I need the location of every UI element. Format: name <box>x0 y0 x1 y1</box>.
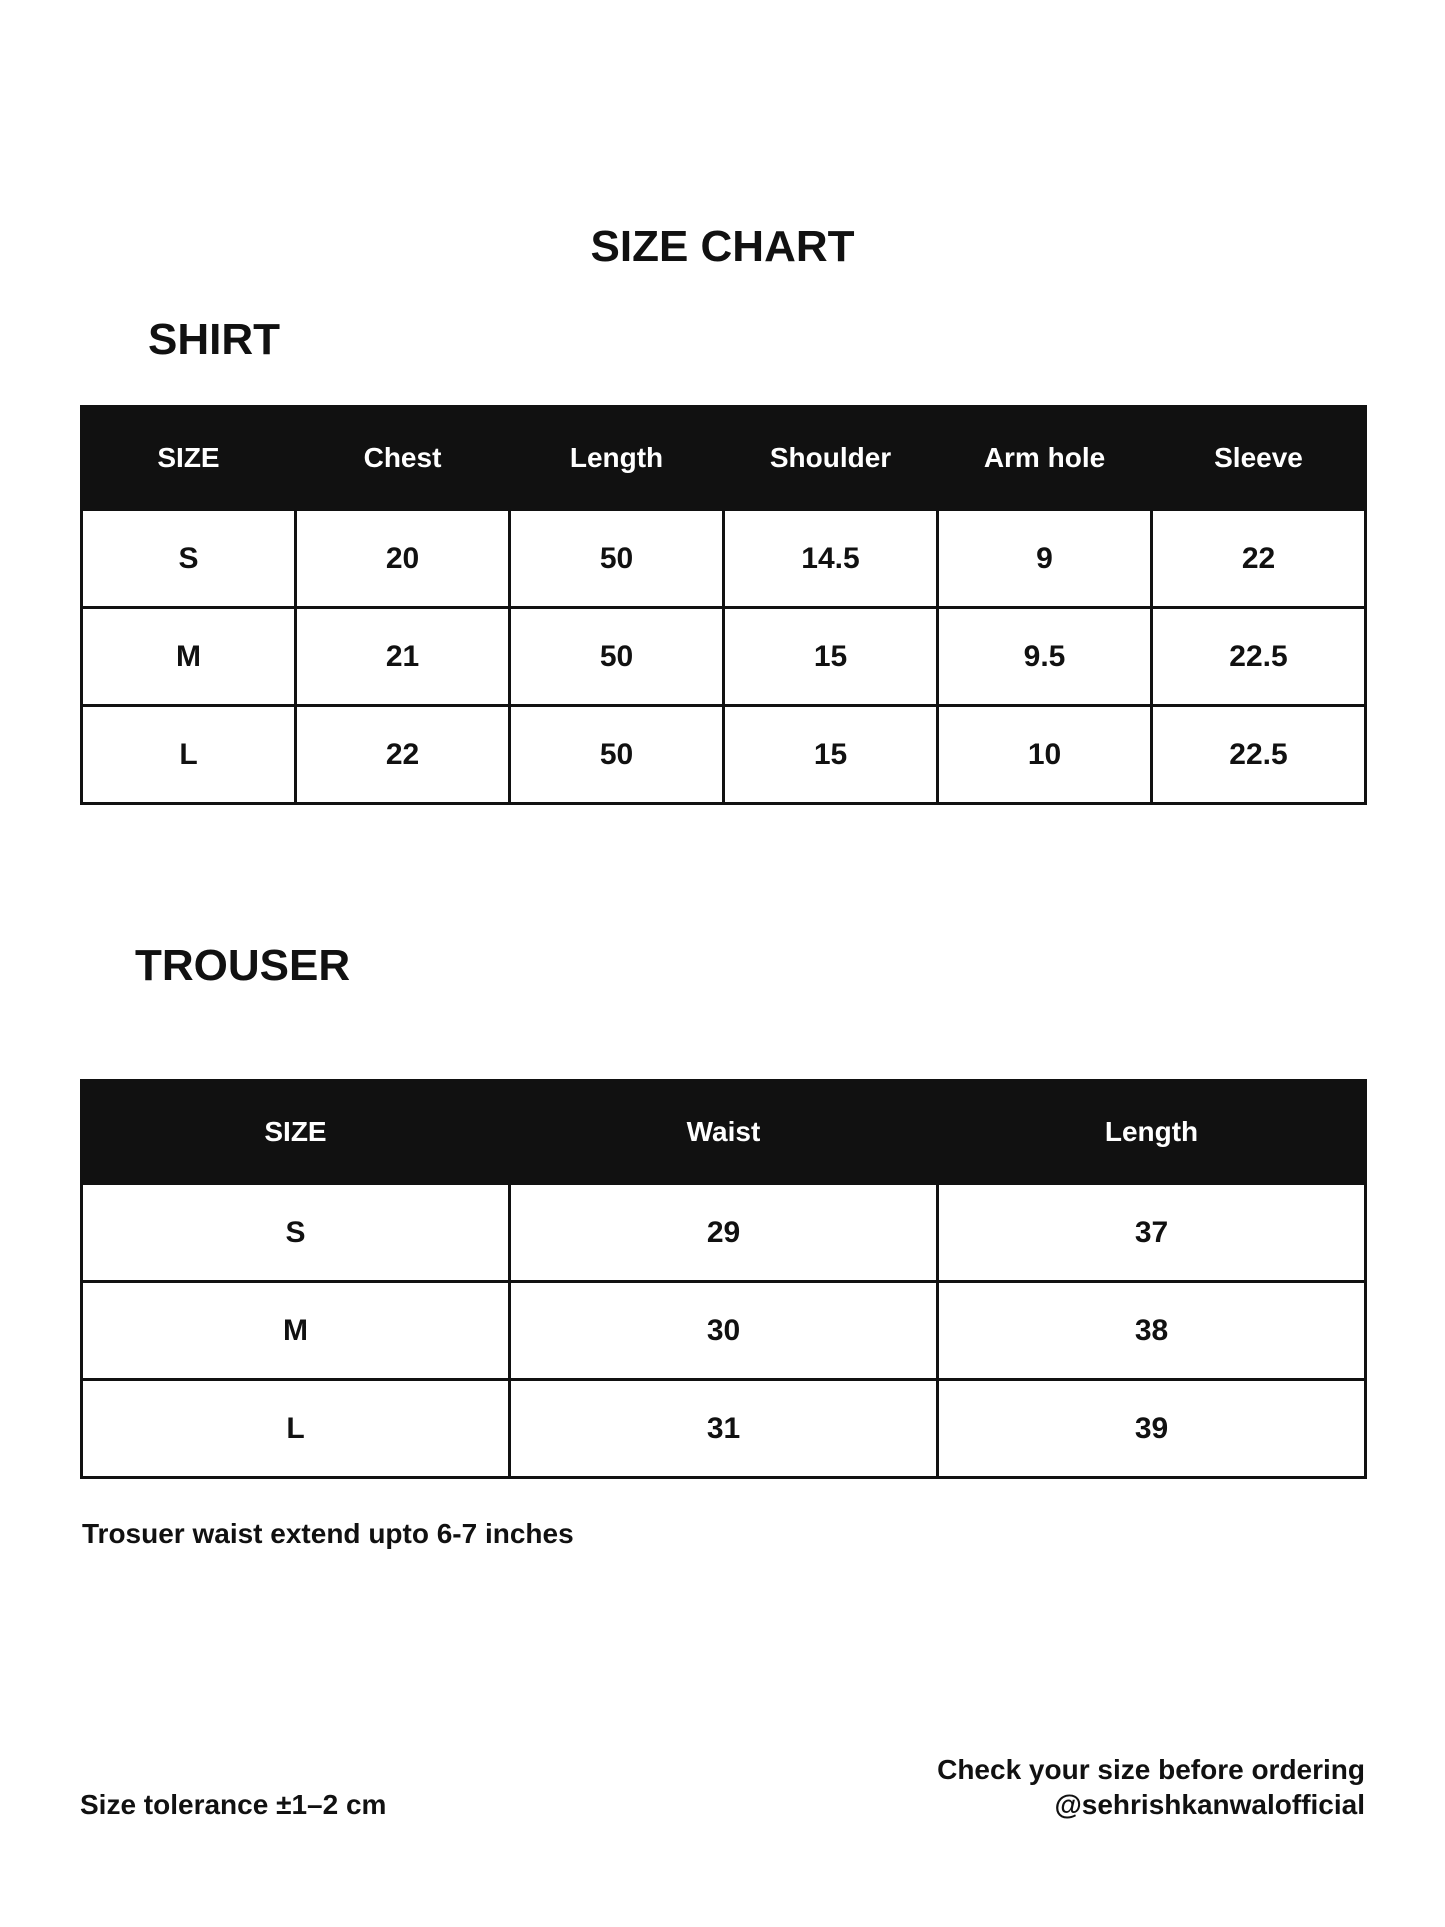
shirt-header-row <box>82 407 1366 510</box>
trouser-size-table <box>80 1079 1367 1479</box>
table-row <box>82 1380 1366 1478</box>
shirt-cell-chest: 20 <box>296 510 510 608</box>
shirt-cell-shoulder: 15 <box>724 706 938 804</box>
trouser-cell-waist: 29 <box>510 1184 938 1282</box>
shirt-cell-size: M <box>82 608 296 706</box>
shirt-header-chest: Chest <box>296 407 510 510</box>
trouser-cell-size: S <box>82 1184 510 1282</box>
shirt-cell-size: L <box>82 706 296 804</box>
shirt-header-length: Length <box>510 407 724 510</box>
trouser-cell-waist: 31 <box>510 1380 938 1478</box>
trouser-header-waist: Waist <box>510 1081 938 1184</box>
trouser-header-length: Length <box>938 1081 1366 1184</box>
shirt-cell-length: 50 <box>510 510 724 608</box>
shirt-cell-chest: 21 <box>296 608 510 706</box>
shirt-cell-size: S <box>82 510 296 608</box>
shirt-header-sleeve: Sleeve <box>1152 407 1366 510</box>
trouser-cell-size: M <box>82 1282 510 1380</box>
trouser-cell-length: 37 <box>938 1184 1366 1282</box>
table-row <box>82 1184 1366 1282</box>
shirt-size-table <box>80 405 1367 805</box>
shirt-cell-chest: 22 <box>296 706 510 804</box>
check-size-note: Check your size before ordering <box>937 1754 1365 1785</box>
shirt-cell-sleeve: 22 <box>1152 510 1366 608</box>
shirt-cell-sleeve: 22.5 <box>1152 706 1366 804</box>
trouser-cell-length: 39 <box>938 1380 1366 1478</box>
shirt-cell-sleeve: 22.5 <box>1152 608 1366 706</box>
shirt-cell-shoulder: 14.5 <box>724 510 938 608</box>
trouser-header-size: SIZE <box>82 1081 510 1184</box>
shirt-cell-arm-hole: 9 <box>938 510 1152 608</box>
table-row <box>82 706 1366 804</box>
trouser-cell-length: 38 <box>938 1282 1366 1380</box>
shirt-cell-shoulder: 15 <box>724 608 938 706</box>
table-row <box>82 608 1366 706</box>
shirt-section-title: SHIRT <box>148 315 280 364</box>
trouser-header-row <box>82 1081 1366 1184</box>
trouser-section-title: TROUSER <box>135 941 351 990</box>
shirt-cell-length: 50 <box>510 706 724 804</box>
shirt-cell-length: 50 <box>510 608 724 706</box>
table-row <box>82 510 1366 608</box>
shirt-header-size: SIZE <box>82 407 296 510</box>
trouser-waist-note: Trosuer waist extend upto 6-7 inches <box>82 1518 574 1549</box>
page-title: SIZE CHART <box>590 222 855 271</box>
shirt-cell-arm-hole: 9.5 <box>938 608 1152 706</box>
instagram-handle: @sehrishkanwalofficial <box>1054 1789 1365 1820</box>
shirt-cell-arm-hole: 10 <box>938 706 1152 804</box>
shirt-header-shoulder: Shoulder <box>724 407 938 510</box>
trouser-cell-waist: 30 <box>510 1282 938 1380</box>
trouser-cell-size: L <box>82 1380 510 1478</box>
size-tolerance-note: Size tolerance ±1–2 cm <box>80 1789 387 1820</box>
table-row <box>82 1282 1366 1380</box>
shirt-header-arm-hole: Arm hole <box>938 407 1152 510</box>
